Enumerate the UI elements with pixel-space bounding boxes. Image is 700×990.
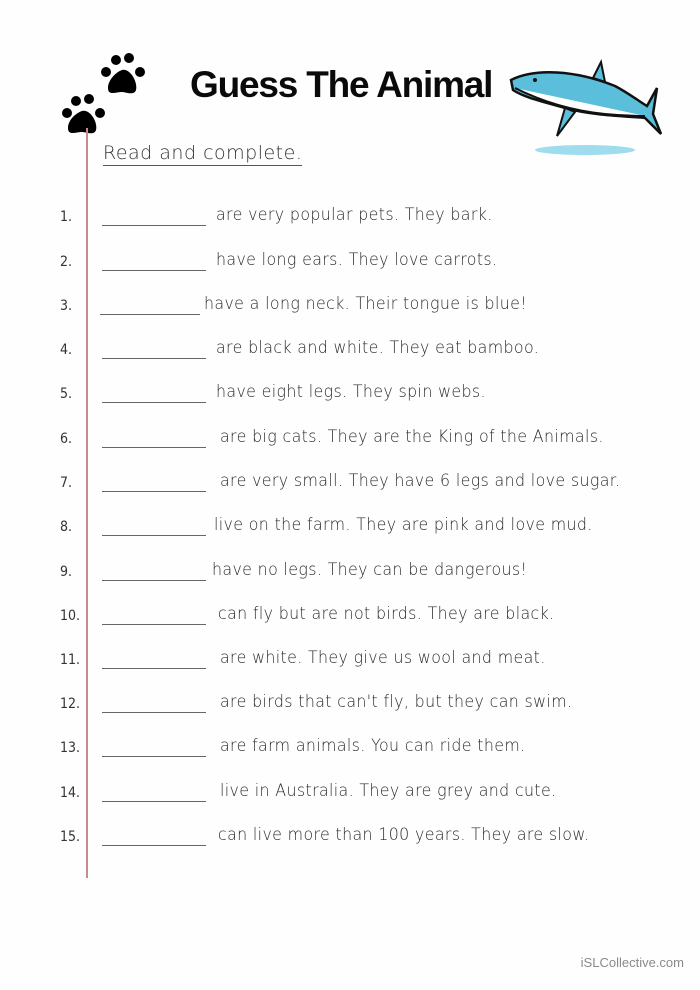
list-item xyxy=(0,692,700,722)
item-text: are white. They give us wool and meat. xyxy=(220,648,546,668)
instruction-heading: Read and complete. xyxy=(103,142,303,164)
item-text: have eight legs. They spin webs. xyxy=(216,382,486,402)
item-text: are very small. They have 6 legs and love sugar. xyxy=(220,471,621,491)
answer-blank[interactable] xyxy=(102,270,206,271)
list-item xyxy=(0,294,700,324)
list-item xyxy=(0,382,700,412)
answer-blank[interactable] xyxy=(102,712,206,713)
answer-blank[interactable] xyxy=(102,624,206,625)
item-text: can live more than 100 years. They are slow. xyxy=(218,825,590,845)
item-text: have no legs. They can be dangerous! xyxy=(212,560,528,580)
list-item xyxy=(0,338,700,368)
item-text: live on the farm. They are pink and love mud. xyxy=(214,515,593,535)
item-number: 6. xyxy=(60,431,73,447)
shark-illustration xyxy=(505,58,665,162)
page-title: Guess The Animal xyxy=(190,64,493,105)
item-number: 8. xyxy=(60,519,73,535)
item-number: 5. xyxy=(60,386,73,402)
list-item xyxy=(0,736,700,766)
item-text: have a long neck. Their tongue is blue! xyxy=(204,294,527,314)
list-item xyxy=(0,205,700,235)
paw-print-icon xyxy=(100,52,150,98)
answer-blank[interactable] xyxy=(102,447,206,448)
item-number: 10. xyxy=(60,608,81,624)
item-number: 4. xyxy=(60,342,73,358)
answer-blank[interactable] xyxy=(102,580,206,581)
item-text: are very popular pets. They bark. xyxy=(216,205,493,225)
item-text: can fly but are not birds. They are black. xyxy=(218,604,555,624)
item-text: live in Australia. They are grey and cute. xyxy=(220,781,557,801)
list-item xyxy=(0,427,700,457)
list-item xyxy=(0,648,700,678)
item-number: 13. xyxy=(60,740,81,756)
list-item xyxy=(0,515,700,545)
item-number: 12. xyxy=(60,696,81,712)
answer-blank[interactable] xyxy=(100,314,200,315)
list-item xyxy=(0,781,700,811)
list-item xyxy=(0,250,700,280)
item-number: 7. xyxy=(60,475,73,491)
item-text: are black and white. They eat bamboo. xyxy=(216,338,540,358)
list-item xyxy=(0,604,700,634)
item-number: 11. xyxy=(60,652,81,668)
item-text: are big cats. They are the King of the Animals. xyxy=(220,427,604,447)
answer-blank[interactable] xyxy=(102,845,206,846)
watermark: iSLCollective.com xyxy=(580,955,684,970)
answer-blank[interactable] xyxy=(102,225,206,226)
answer-blank[interactable] xyxy=(102,535,206,536)
answer-blank[interactable] xyxy=(102,756,206,757)
item-number: 2. xyxy=(60,254,73,270)
item-number: 14. xyxy=(60,785,81,801)
list-item xyxy=(0,825,700,855)
answer-blank[interactable] xyxy=(102,358,206,359)
item-number: 15. xyxy=(60,829,81,845)
item-number: 1. xyxy=(60,209,73,225)
list-item xyxy=(0,471,700,501)
item-text: are birds that can't fly, but they can swim. xyxy=(220,692,573,712)
answer-blank[interactable] xyxy=(102,801,206,802)
item-number: 9. xyxy=(60,564,73,580)
item-text: are farm animals. You can ride them. xyxy=(220,736,526,756)
answer-blank[interactable] xyxy=(102,668,206,669)
item-text: have long ears. They love carrots. xyxy=(216,250,498,270)
item-number: 3. xyxy=(60,298,73,314)
answer-blank[interactable] xyxy=(102,491,206,492)
answer-blank[interactable] xyxy=(102,402,206,403)
list-item xyxy=(0,560,700,590)
